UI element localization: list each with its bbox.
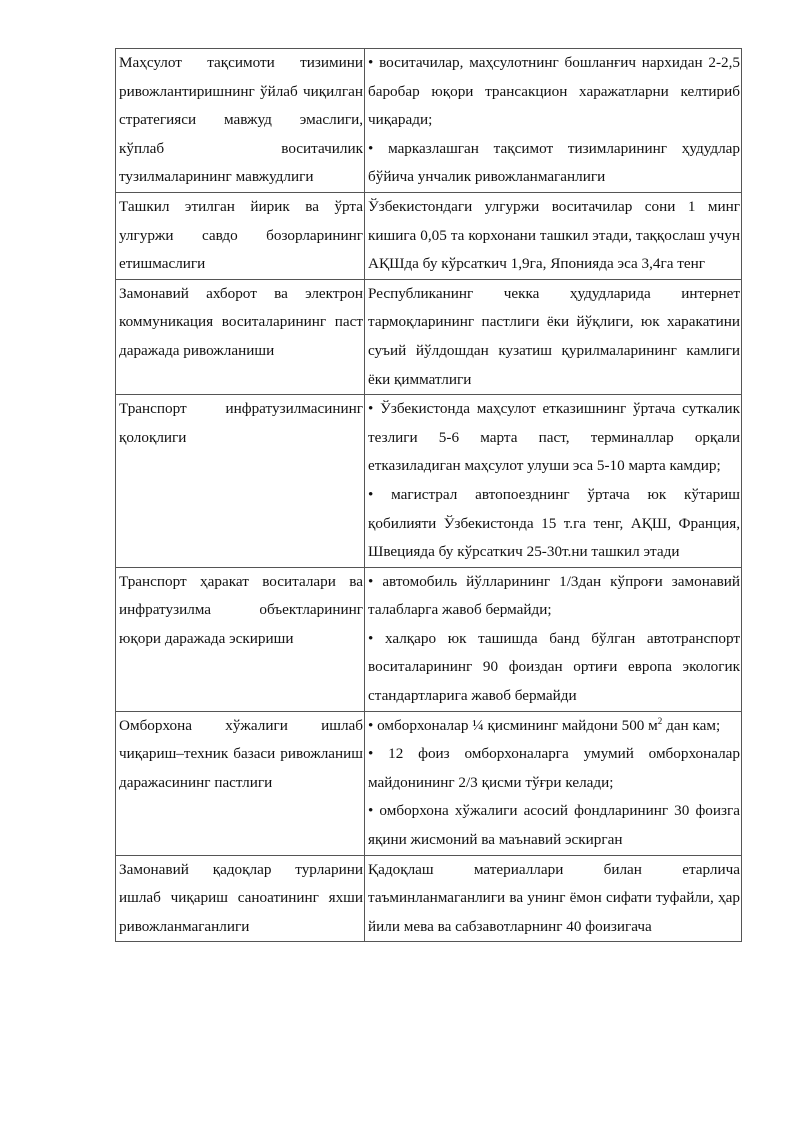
detail-item: Ўзбекистондаги улгуржи воситачилар сони 1 минг кишига 0,05 та корхонани ташкил этади, таққослаш учун АҚШда бу кўрсаткич 1,9га, Японияда эса 3,4га тенг [368, 197, 740, 273]
table-row [116, 192, 742, 279]
table-row [116, 395, 742, 568]
details-cell [365, 567, 742, 711]
superscript: 2 [657, 715, 663, 726]
problem-cell: Маҳсулот тақсимоти тизимини ривожлантиришнинг ўйлаб чиқилган стратегияси мавжуд эмаслиги, кўплаб воситачилик тузилмаларининг мавжудлиги [116, 49, 365, 193]
problem-cell: Замонавий ахборот ва электрон коммуникация воситаларининг паст даражада ривожланиши [116, 279, 365, 394]
detail-item: • омборхона хўжалиги асосий фондларининг 30 фоизга яқини жисмоний ва маънавий эскирган [368, 802, 740, 849]
detail-item: • Ўзбекистонда маҳсулот етказишнинг ўртача суткалик тезлиги 5-6 марта паст, терминаллар орқали етказиладиган маҳсулот улуши эса 5-10 марта камдир; [368, 400, 740, 475]
details-cell [365, 395, 742, 568]
table-row [116, 855, 742, 942]
detail-item: Қадоқлаш материаллари билан етарлича таъминланмаганлиги ва унинг ёмон сифати туфайли, ҳар йили мева ва сабзавотларнинг 40 фоизигача [368, 860, 740, 935]
details-cell [365, 855, 742, 942]
problem-cell: Транспорт инфратузилмасининг қолоқлиги [116, 395, 365, 568]
table-row [116, 567, 742, 711]
detail-item: Республиканинг чекка ҳудудларида интернет тармоқларининг пастлиги ёки йўқлиги, юк харакатини суъий йўлдошдан кузатиш қурилмаларининг камлиги ёки қимматлиги [368, 284, 740, 388]
detail-item [368, 712, 740, 741]
details-cell [365, 49, 742, 193]
details-cell [365, 711, 742, 855]
table-row [116, 711, 742, 855]
detail-text: • омборхоналар ¼ қисмининг майдони 500 м [368, 716, 658, 734]
detail-item: • марказлашган тақсимот тизимларининг ҳудудлар бўйича унчалик ривожланмаганлиги [368, 139, 740, 186]
detail-item: • воситачилар, маҳсулотнинг бошланғич нархидан 2-2,5 баробар юқори трансакцион харажатларни келтириб чиқаради; [368, 54, 740, 129]
problem-cell: Ташкил этилган йирик ва ўрта улгуржи савдо бозорларининг етишмаслиги [116, 192, 365, 279]
details-cell [365, 192, 742, 279]
detail-item: • магистрал автопоезднинг ўртача юк кўтариш қобилияти Ўзбекистонда 15 т.га тенг, АҚШ, Франция, Швецияда бу кўрсаткич 25-30т.ни ташкил этади [368, 485, 740, 561]
problem-cell: Транспорт ҳаракат воситалари ва инфратузилма объектларининг юқори даражада эскириши [116, 567, 365, 711]
problems-table [115, 48, 742, 942]
detail-item: • халқаро юк ташишда банд бўлган автотранспорт воситаларининг 90 фоиздан ортиғи европа экологик стандартларига жавоб бермайди [368, 629, 740, 705]
detail-text: дан кам; [662, 716, 721, 734]
details-cell [365, 279, 742, 394]
detail-item: • 12 фоиз омборхоналарга умумий омборхоналар майдонининг 2/3 қисми тўғри келади; [368, 745, 740, 791]
problem-cell: Омборхона хўжалиги ишлаб чиқариш–техник базаси ривожланиш даражасининг пастлиги [116, 711, 365, 855]
table-row [116, 279, 742, 394]
problem-cell: Замонавий қадоқлар турларини ишлаб чиқариш саноатининг яхши ривожланмаганлиги [116, 855, 365, 942]
detail-item: • автомобиль йўлларининг 1/3дан кўпроғи замонавий талабларга жавоб бермайди; [368, 572, 740, 619]
table-row [116, 49, 742, 193]
